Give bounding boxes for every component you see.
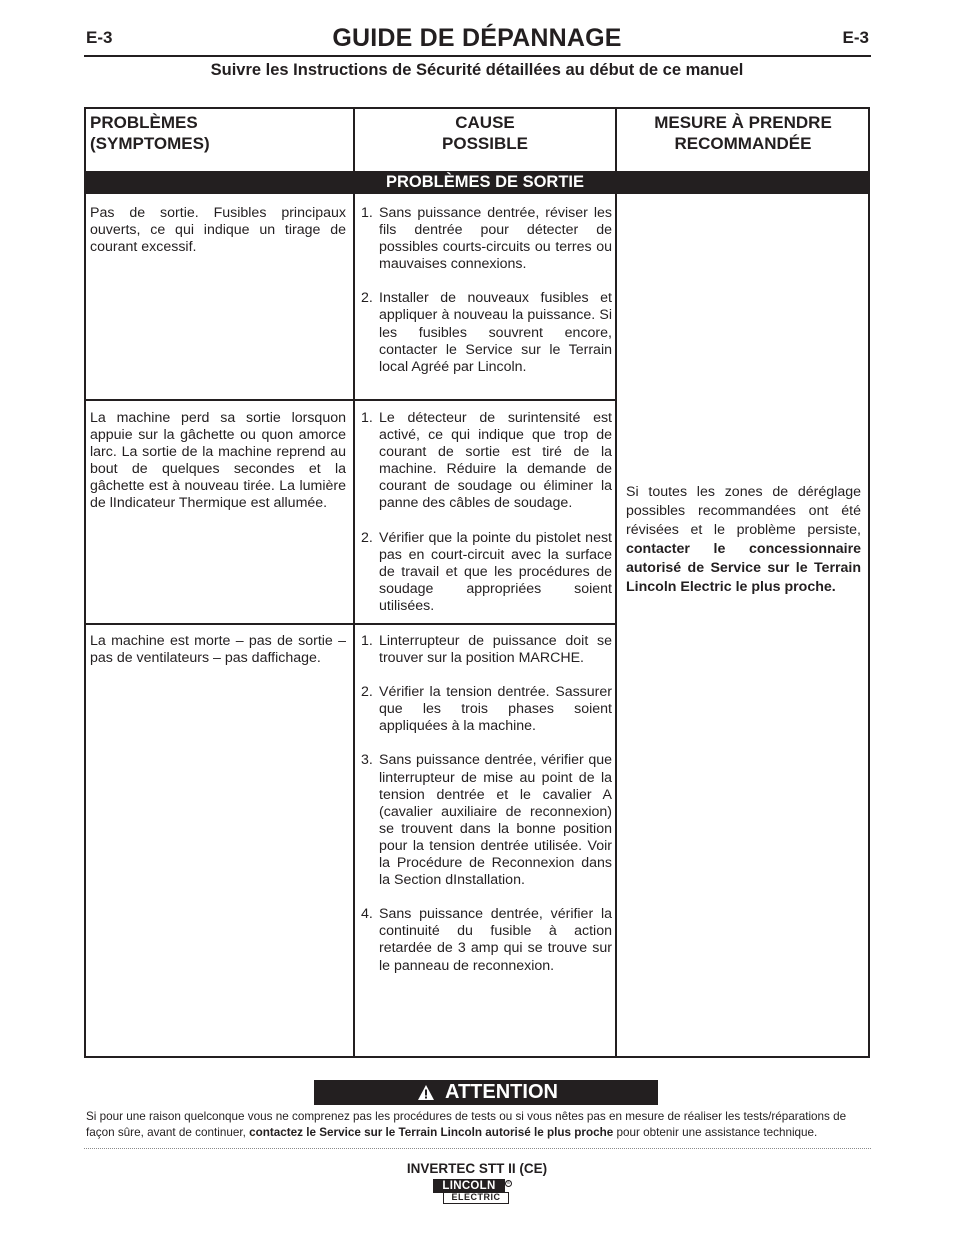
cause-item [361, 530, 612, 615]
cause-number: 4. [361, 906, 373, 923]
page-title: GUIDE DE DÉPANNAGE [332, 24, 622, 52]
column-divider-1 [353, 109, 355, 1056]
cause-text: Installer de nouveaux fusibles et appliquer à nouveau la puissance. Si les fusibles souvrent encore, contacter le Service sur le Terrain local Agréé par Lincoln. [379, 290, 612, 375]
cause-number: 1. [361, 205, 373, 221]
lincoln-electric-logo [433, 1179, 513, 1207]
page-number-right: E-3 [842, 28, 869, 47]
attention-notice-end: pour obtenir une assistance technique. [616, 1126, 818, 1139]
attention-label: ATTENTION [445, 1081, 558, 1103]
cause-text: Vérifier que la pointe du pistolet nest pas en court-circuit avec la surface de travail et que les procédures de soudage appropriées soient utilisées. [379, 529, 612, 614]
cause-item [361, 752, 612, 889]
table-row-causes [361, 410, 612, 632]
cause-number: 1. [361, 410, 373, 426]
row-divider-1 [86, 399, 615, 401]
cause-item [361, 205, 612, 273]
cause-number: 2. [361, 529, 373, 546]
section-band [86, 171, 868, 194]
column-header-remedy-line2: RECOMMANDÉE [674, 134, 812, 153]
cause-item [361, 684, 612, 735]
attention-notice-bold: contactez le Service sur le Terrain Lincoln autorisé le plus proche [249, 1126, 614, 1139]
table-row-causes [361, 633, 612, 992]
column-header-remedy [616, 112, 870, 154]
cause-text: Linterrupteur de puissance doit se trouver sur la position MARCHE. [379, 633, 612, 667]
attention-notice [86, 1109, 870, 1141]
logo-bottom-text: ELECTRIC [443, 1192, 509, 1204]
cause-number: 1. [361, 633, 373, 649]
column-header-problems [90, 112, 210, 154]
column-header-cause-line1: CAUSE [455, 113, 515, 132]
cause-text: Sans puissance dentrée, vérifier que linterrupteur de mise au point de la tension dentrée et le cavalier A (cavalier auxiliaire de reconnexion) se trouvent dans la bonne position pour la tension dentrée utilisée. Voir la Procédure de Reconnexion dans la Section dInstallation. [379, 752, 612, 889]
table-row-problem: La machine est morte – pas de sortie – pas de ventilateurs – pas daffichage. [90, 633, 346, 667]
cause-item [361, 410, 612, 513]
table-row-problem: La machine perd sa sortie lorsquon appuie sur la gâchette ou quon amorce larc. La sortie de la machine reprend au bout de quelques secondes et la gâchette est à nouveau tirée. La lumière de lIndicateur Thermique est allumée. [90, 410, 346, 512]
footer-rule [84, 1148, 871, 1149]
column-divider-2 [615, 109, 617, 1056]
cause-item [361, 633, 612, 667]
section-title: PROBLÈMES DE SORTIE [385, 173, 585, 191]
cause-item [361, 290, 612, 375]
attention-notice-text: Si pour une raison quelconque vous ne comprenez pas les procédures de tests ou si vous nêtes pas en mesure de réaliser les tests/réparations de façon sûre, avant de continuer, [86, 1110, 847, 1139]
attention-bar [314, 1080, 658, 1105]
logo-registered-mark: ® [506, 1180, 511, 1186]
page-number-left: E-3 [86, 28, 113, 47]
header-rule [84, 55, 871, 57]
cause-number: 2. [361, 290, 373, 307]
column-header-remedy-line1: MESURE À PRENDRE [654, 113, 832, 132]
table-row-problem: Pas de sortie. Fusibles principaux ouverts, ce qui indique un tirage de courant excessif. [90, 205, 346, 256]
cause-number: 3. [361, 752, 373, 769]
safety-subtitle: Suivre les Instructions de Sécurité détaillées au début de ce manuel [210, 61, 744, 79]
cause-text: Vérifier la tension dentrée. Sassurer que les trois phases soient appliquées à la machine. [379, 684, 612, 735]
cause-text: Sans puissance dentrée, vérifier la continuité du fusible à action retardée de 3 amp qui se trouve sur le panneau de reconnexion. [379, 906, 612, 974]
recommended-action [626, 483, 861, 597]
recommended-action-text: Si toutes les zones de déréglage possibles recommandées ont été révisées et le problème persiste, [626, 484, 861, 538]
cause-text: Le détecteur de surintensité est activé, ce qui indique que trop de courant de sortie est tiré de la machine. Réduire la demande de courant de soudage ou éliminer la panne des câbles de soudage. [379, 410, 612, 512]
cause-text: Sans puissance dentrée, réviser les fils dentrée pour détecter de possibles courts-circuits ou terres ou mauvaises connexions. [379, 205, 612, 273]
column-header-cause-line2: POSSIBLE [442, 134, 528, 153]
column-header-problems-line1: PROBLÈMES [90, 113, 198, 132]
warning-triangle-icon [417, 1084, 435, 1101]
model-name: INVERTEC STT II (CE) [406, 1161, 548, 1176]
column-header-cause [354, 112, 616, 154]
table-row-causes [361, 205, 612, 393]
troubleshooting-table [84, 107, 870, 1058]
cause-item [361, 906, 612, 974]
column-header-problems-line2: (SYMPTOMES) [90, 134, 210, 153]
cause-number: 2. [361, 684, 373, 701]
recommended-action-bold: contacter le concessionnaire autorisé de Service sur le Terrain Lincoln Electric le plus proche. [626, 541, 861, 595]
logo-top-text: LINCOLN [433, 1179, 505, 1193]
